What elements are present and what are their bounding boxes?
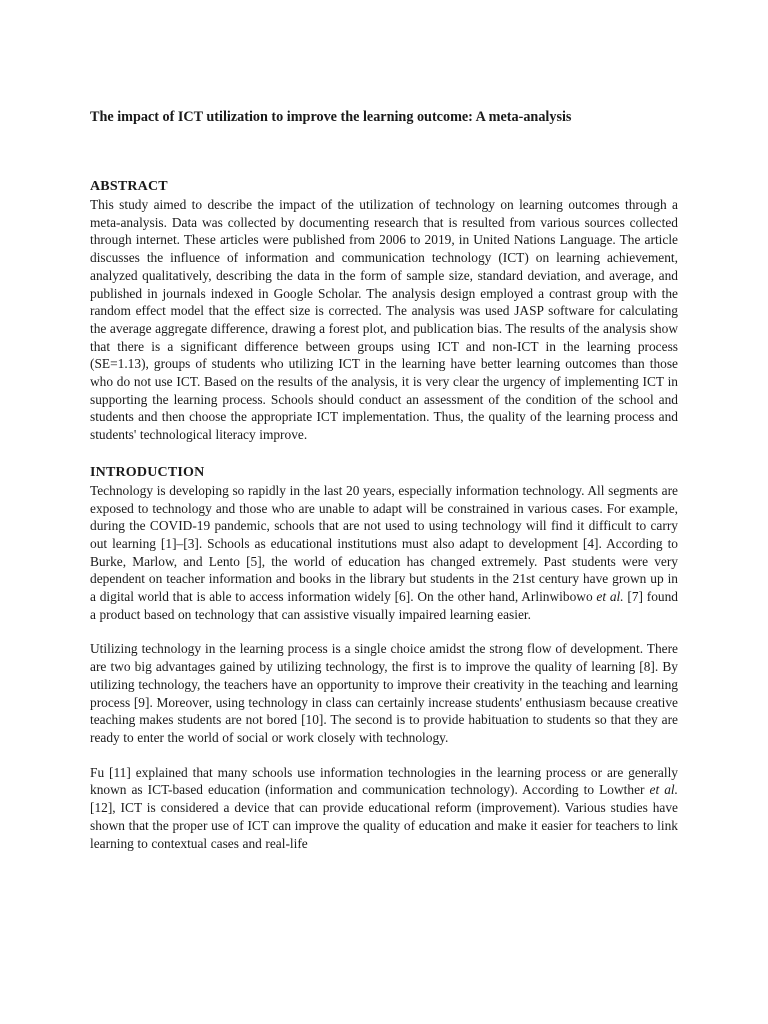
abstract-text: This study aimed to describe the impact of the utilization of technology on learning outcomes through a meta-analysis. Data was collected by documenting research that is resulted from various sources collected through internet. These articles were published from 2006 to 2019, in United Nations Language. The article discusses the influence of information and communication technology (ICT) on learning achievement, analyzed qualitatively, describing the data in the form of sample size, standard deviation, and average, and published in journals indexed in Google Scholar. The analysis design employed a contrast group with the random effect model that the effect size is corrected. The analysis was used JASP software for calculating the average aggregate difference, drawing a forest plot, and publication bias. The results of the analysis show that there is a significant difference between groups using ICT and non-ICT in the learning process (SE=1.13), groups of students who utilizing ICT in the learning have better learning outcomes than those who do not use ICT. Based on the results of the analysis, it is very clear the urgency of implementing ICT in supporting the learning process. Schools should conduct an assessment of the condition of the school and students and then choose the appropriate ICT implementation. Thus, the quality of the learning process and students' technological literacy improve. [90, 197, 678, 443]
intro-p1-text-a: Technology is developing so rapidly in the last 20 years, especially information technology. All segments are exposed to technology and those who are unable to adapt will be constrained in various cases. For example, during the COVID-19 pandemic, schools that are not used to using technology will find it difficult to carry out learning [1]–[3]. Schools as educational institutions must also adapt to development [4]. According to Burke, Marlow, and Lento [5], the world of education has changed extremely. Past students were very dependent on teacher information and books in the library but students in the 21st century have grown up in a digital world that is able to access information widely [6]. On the other hand, Arlinwibowo [90, 482, 678, 605]
intro-p3-text-b: [12], ICT is considered a device that can provide educational reform (improvement). Various studies have shown that the proper use of ICT can improve the quality of education and make it easier for teachers to link learning to contextual cases and real-life [90, 800, 678, 851]
intro-paragraph-1 [90, 482, 678, 624]
document-title: The impact of ICT utilization to improve the learning outcome: A meta-analysis [90, 109, 572, 125]
intro-paragraph-2: Utilizing technology in the learning process is a single choice amidst the strong flow of development. There are two big advantages gained by utilizing technology, the first is to improve the quality of learning [8]. By utilizing technology, the teachers have an opportunity to improve their creativity in the teaching and learning process [9]. Moreover, using technology in class can certainly increase students' enthusiasm because creative teaching makes students are not bored [10]. The second is to provide habituation to students so that they are ready to enter the world of social or work closely with technology. [90, 641, 678, 745]
intro-p1-etal: et al. [596, 589, 624, 605]
intro-p1-text-b: [7] found a product based on technology that can assistive visually impaired learning easier. [90, 589, 679, 622]
abstract-heading: ABSTRACT [90, 179, 168, 194]
intro-paragraph-3 [90, 764, 678, 853]
intro-p3-text-a: Fu [11] explained that many schools use information technologies in the learning process or are generally known as ICT-based education (information and communication technology). According to Lowther [90, 764, 678, 798]
introduction-heading: INTRODUCTION [90, 464, 205, 480]
document-page [90, 108, 678, 852]
intro-p3-etal: et al. [649, 782, 678, 798]
